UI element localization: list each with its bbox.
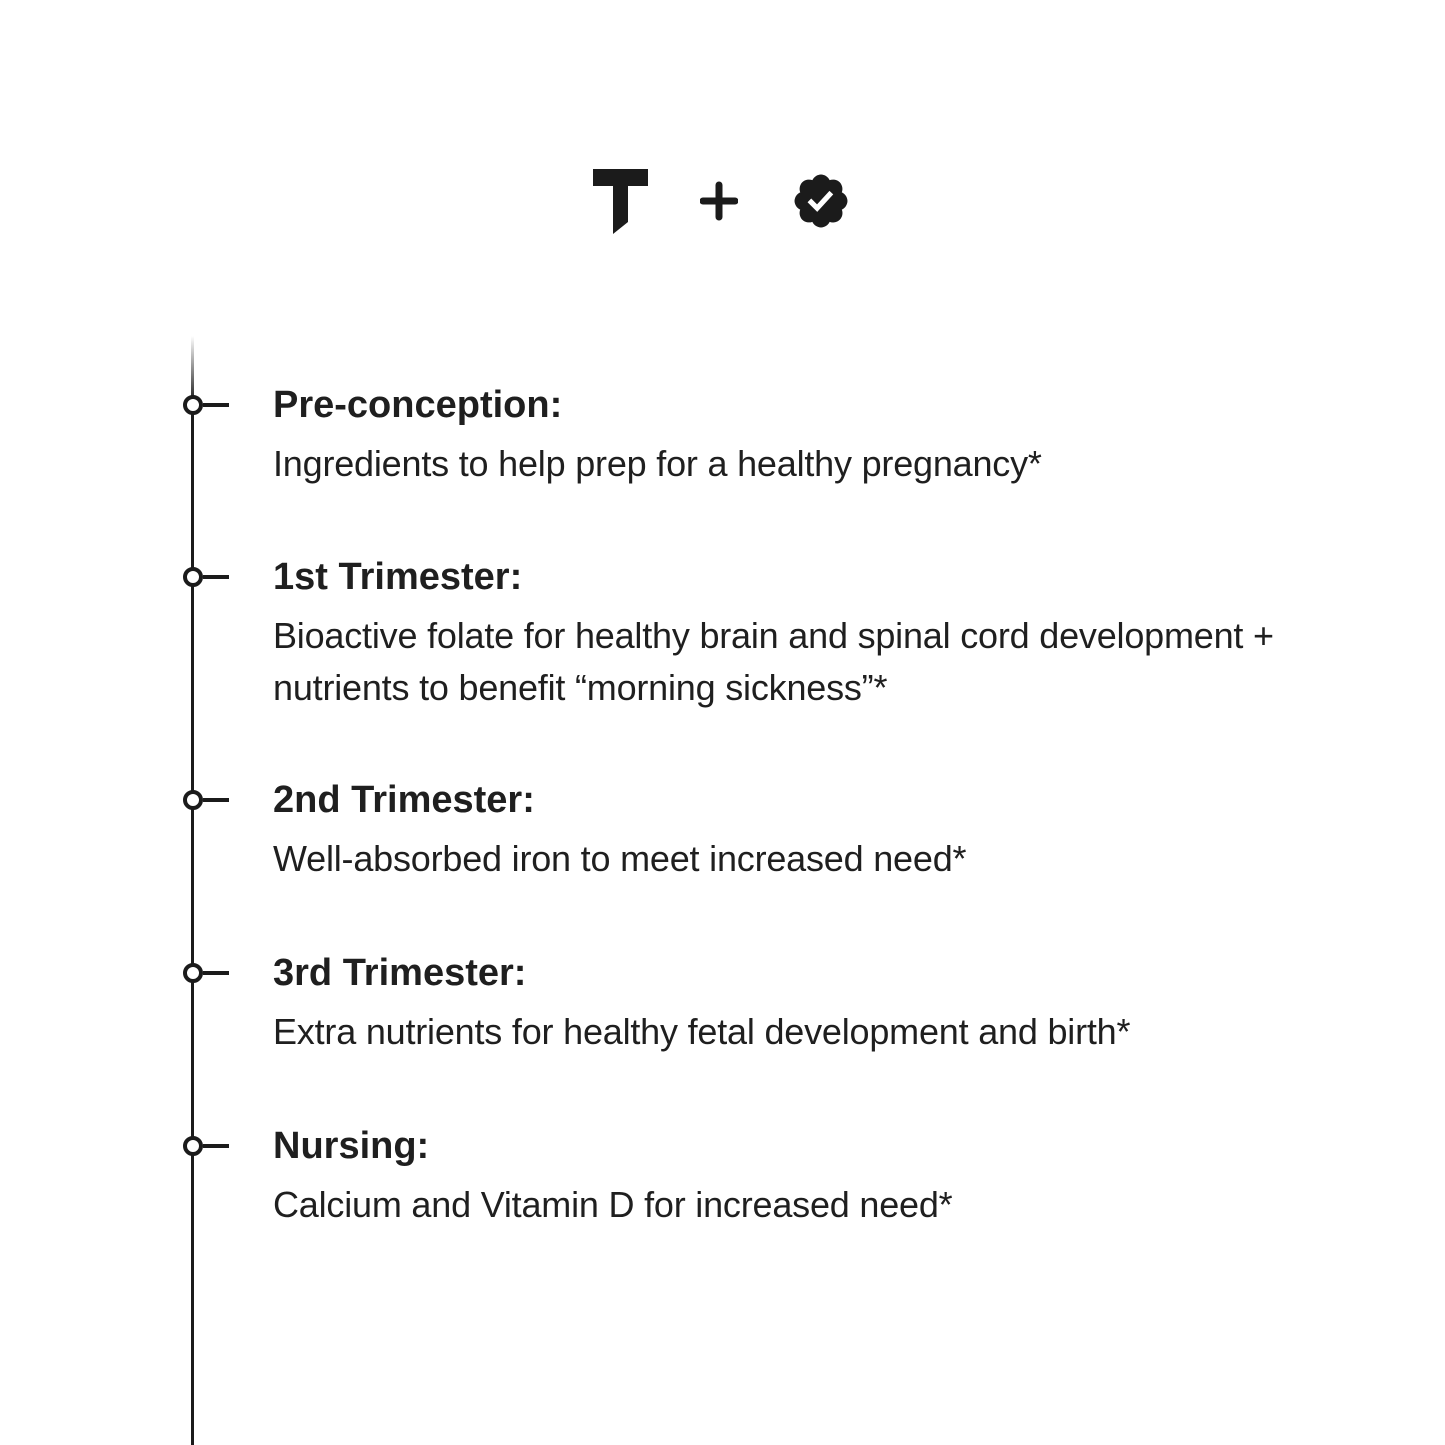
milestone-heading: Nursing: [273, 1125, 430, 1167]
milestone-heading: 1st Trimester: [273, 556, 523, 598]
milestone-body: Calcium and Vitamin D for increased need* [273, 1184, 953, 1225]
milestone-pre-conception [273, 381, 1283, 490]
milestone-body: Extra nutrients for healthy fetal development and birth* [273, 1011, 1131, 1052]
node-tick [203, 403, 229, 407]
milestone-2nd-trimester [273, 776, 1283, 885]
node-tick [203, 798, 229, 802]
milestone-body: Bioactive folate for healthy brain and spinal cord development + nutrients to benefit “morning sickness”* [273, 615, 1274, 708]
milestone-nursing [273, 1122, 1283, 1231]
brand-lockup [0, 168, 1445, 234]
milestone-heading: 3rd Trimester: [273, 952, 527, 994]
node-tick [203, 971, 229, 975]
node-circle-icon [183, 963, 203, 983]
node-circle-icon [183, 1136, 203, 1156]
brand-t-logo-icon [593, 169, 648, 234]
node-tick [203, 1144, 229, 1148]
milestone-3rd-trimester [273, 949, 1283, 1058]
timeline-line [191, 336, 194, 1445]
node-circle-icon [183, 790, 203, 810]
milestone-heading: 2nd Trimester: [273, 779, 535, 821]
milestone-1st-trimester [273, 553, 1283, 714]
verified-badge-icon [790, 170, 852, 232]
milestone-body: Ingredients to help prep for a healthy pregnancy* [273, 443, 1042, 484]
milestone-heading: Pre-conception: [273, 384, 563, 426]
node-tick [203, 575, 229, 579]
milestone-body: Well-absorbed iron to meet increased need* [273, 838, 967, 879]
node-circle-icon [183, 567, 203, 587]
plus-icon [700, 181, 738, 221]
node-circle-icon [183, 395, 203, 415]
